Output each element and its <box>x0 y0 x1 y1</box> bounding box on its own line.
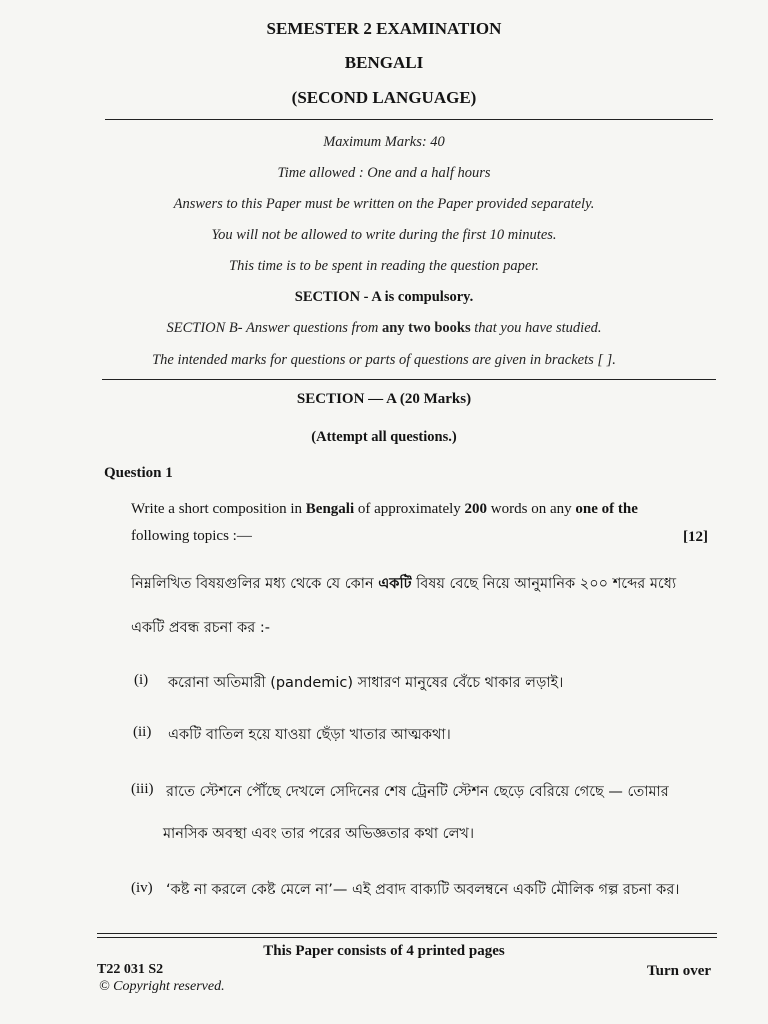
question-1-text <box>131 501 721 518</box>
bn-instr-part-2: বিষয় বেছে নিয়ে আনুমানিক ২০০ শব্দের মধ্যে <box>411 576 677 592</box>
question-1-text-line-2: following topics :— <box>131 528 252 544</box>
topic-2-text: একটি বাতিল হয়ে যাওয়া ছেঁড়া খাতার আত্মকথা। <box>168 727 451 743</box>
section-b-suffix: that you have studied. <box>470 320 602 336</box>
language-title: (SECOND LANGUAGE) <box>291 88 477 107</box>
q1-text-part-1: Write a short composition in <box>131 501 306 517</box>
section-a-title: SECTION — A (20 Marks) <box>296 391 472 407</box>
q1-bengali-bold: Bengali <box>305 501 355 517</box>
q1-one-bold: one of the <box>575 501 638 517</box>
topic-3-text-line-2: মানসিক অবস্থা এবং তার পরের অভিজ্ঞতার কথা লেখ। <box>163 826 475 842</box>
section-b-bold: any two books <box>381 320 471 336</box>
page-count-note: This Paper consists of 4 printed pages <box>263 943 505 959</box>
topic-2-number: (ii) <box>133 724 152 740</box>
instruction-line-1: Answers to this Paper must be written on the Paper provided separately. <box>173 196 595 212</box>
topic-4-number: (iv) <box>131 880 153 896</box>
bengali-instruction-line-2: একটি প্রবন্ধ রচনা কর :- <box>131 620 270 636</box>
q1-text-part-2: of approximately <box>354 501 465 517</box>
section-b-prefix: SECTION B- Answer questions from <box>166 320 382 336</box>
subject-title: BENGALI <box>344 53 424 72</box>
section-b-note <box>0 320 768 337</box>
instruction-line-2: You will not be allowed to write during the first 10 minutes. <box>211 227 557 243</box>
q1-text-part-3: words on any <box>487 501 576 517</box>
time-allowed: Time allowed : One and a half hours <box>277 165 491 181</box>
copyright-text: © Copyright reserved. <box>99 979 225 994</box>
q1-count-bold: 200 <box>464 501 488 517</box>
marks-note: The intended marks for questions or parts of questions are given in brackets [ ]. <box>152 352 616 368</box>
topic-1-number: (i) <box>134 672 149 688</box>
instructions-divider <box>102 379 716 380</box>
section-a-note: SECTION - A is compulsory. <box>294 289 474 305</box>
header-divider <box>105 119 713 120</box>
max-marks: Maximum Marks: 40 <box>323 134 445 150</box>
question-1-marks: [12] <box>683 529 708 545</box>
footer-divider-1 <box>97 933 717 934</box>
topic-1-text: করোনা অতিমারী (pandemic) সাধারণ মানুষের বেঁচে থাকার লড়াই। <box>168 675 564 691</box>
topic-3-text: রাতে স্টেশনে পৌঁছে দেখলে সেদিনের শেষ ট্রেনটি স্টেশন ছেড়ে বেরিয়ে গেছে — তোমার <box>166 784 669 800</box>
footer-divider-2 <box>97 937 717 938</box>
paper-code: T22 031 S2 <box>97 962 164 977</box>
topic-4-text: ‘কষ্ট না করলে কেষ্ট মেলে না’— এই প্রবাদ বাক্যটি অবলম্বনে একটি মৌলিক গল্প রচনা কর। <box>166 882 680 898</box>
instruction-line-3: This time is to be spent in reading the question paper. <box>229 258 539 274</box>
question-1-label: Question 1 <box>104 465 173 481</box>
bengali-instruction-line-1 <box>131 573 676 597</box>
turn-over: Turn over <box>647 963 712 979</box>
section-a-subtitle: (Attempt all questions.) <box>311 429 457 445</box>
bn-instr-part-1: নিম্নলিখিত বিষয়গুলির মধ্য থেকে যে কোন <box>131 576 379 592</box>
exam-title: SEMESTER 2 EXAMINATION <box>266 19 502 38</box>
topic-3-number: (iii) <box>131 781 154 797</box>
bn-instr-bold: একটি <box>378 576 412 592</box>
